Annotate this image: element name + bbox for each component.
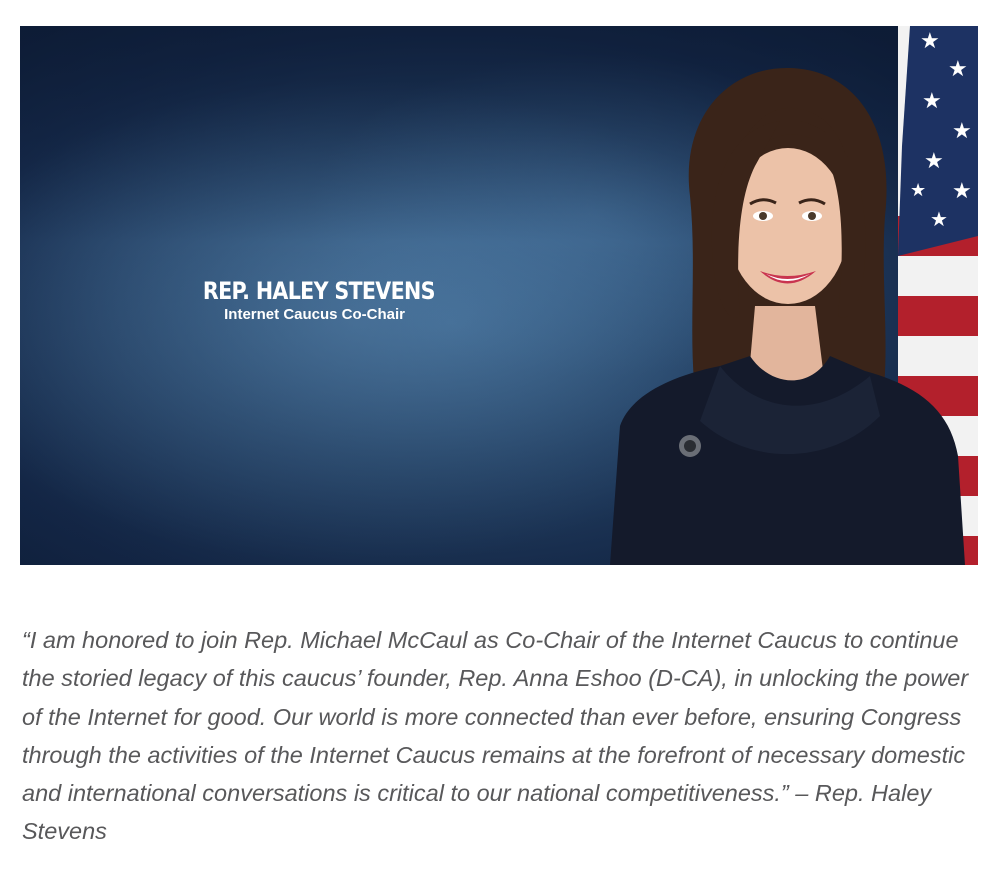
svg-text:★: ★ — [952, 179, 972, 204]
hero-banner — [20, 26, 978, 565]
portrait-photo — [580, 26, 978, 565]
representative-name: REP. HALEY STEVENS — [202, 277, 435, 305]
svg-text:★: ★ — [952, 119, 972, 144]
svg-text:★: ★ — [948, 57, 968, 82]
representative-title: Internet Caucus Co-Chair — [224, 306, 405, 323]
svg-text:★: ★ — [922, 89, 942, 114]
quote-text: “I am honored to join Rep. Michael McCaul as Co-Chair of the Internet Caucus to continue the storied legacy of this caucus’ founder, Rep. Anna Eshoo (D-CA), in unlocking the power of the Internet for good. Our world is more connected than ever before, ensuring Congress through the activities of the Internet Caucus remains at the forefront of necessary domestic and international conversations is critical to our national competitiveness.” – Rep. Haley Stevens — [22, 627, 969, 845]
name-block — [170, 276, 435, 323]
svg-text:★: ★ — [924, 149, 944, 174]
svg-text:★: ★ — [920, 29, 940, 54]
svg-text:★: ★ — [910, 180, 927, 201]
svg-text:★: ★ — [930, 207, 948, 231]
